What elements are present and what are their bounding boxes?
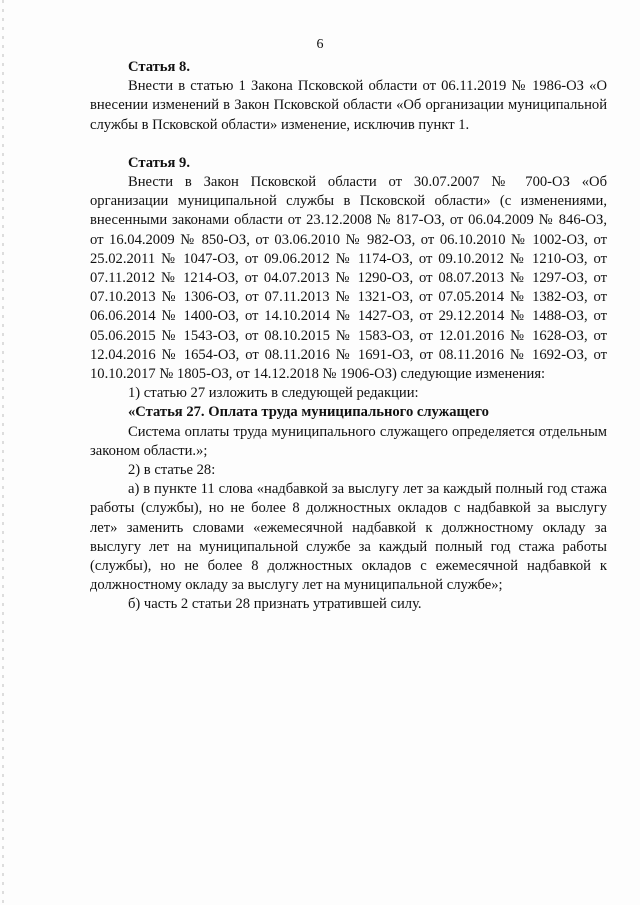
page-number: 6 [316,37,324,52]
spacer [90,135,607,154]
article-8-title: Статья 8. [128,59,190,75]
article-27-text: Система оплаты труда муниципального служащего определяется отдельным законом области.»; [90,423,607,459]
article-9-item-2b: б) часть 2 статьи 28 признать утратившей силу. [128,596,422,613]
article-9-item-2: 2) в статье 28: [128,462,216,479]
article-9-item-2a: а) в пункте 11 слова «надбавкой за выслугу лет за каждый полный год стажа работы (службы), но не более 8 должностных окладов с надбавкой за выслугу лет» заменить словами «ежемесячной надбавкой к должностному окладу за выслугу лет на муниципальной службе за каждый полный год стажа работы (службы), но не более 8 должностных окладов с ежемесячной надбавкой к должностному окладу за выслугу лет на муниципальной службе»; [90,481,607,594]
article-9-item-1: 1) статью 27 изложить в следующей редакции: [128,385,419,402]
article-8-text: Внести в статью 1 Закона Псковской области от 06.11.2019 № 1986-ОЗ «О внесении изменений в Закон Псковской области «Об организации муниципальной службы в Псковской области» изменение, исключив пункт 1. [90,78,607,133]
article-9-intro: Внести в Закон Псковской области от 30.07.2007 № 700-ОЗ «Об организации муниципальной службы в Псковской области» (с изменениями, внесенными законами области от 23.12.2008 № 817-ОЗ, от 06.04.2009 № 846-ОЗ, от 16.04.2009 № 850-ОЗ, от 03.06.2010 № 982-ОЗ, от 06.10.2010 № 1002-ОЗ, от 25.02.2011 № 1047-ОЗ, от 09.06.2012 № 1174-ОЗ, от 09.10.2012 № 1210-ОЗ, от 07.11.2012 № 1214-ОЗ, от 04.07.2013 № 1290-ОЗ, от 08.07.2013 № 1297-ОЗ, от 07.10.2013 № 1306-ОЗ, от 07.11.2013 № 1321-ОЗ, от 07.05.2014 № 1382-ОЗ, от 06.06.2014 № 1400-ОЗ, от 14.10.2014 № 1427-ОЗ, от 29.12.2014 № 1488-ОЗ, от 05.06.2015 № 1543-ОЗ, от 08.10.2015 № 1583-ОЗ, от 12.01.2016 № 1628-ОЗ, от 12.04.2016 № 1654-ОЗ, от 08.11.2016 № 1691-ОЗ, от 08.11.2016 № 1692-ОЗ, от 10.10.2017 № 1805-ОЗ, от 14.12.2018 № 1906-ОЗ) следующие изменения: [90,174,607,383]
document-body [90,58,607,615]
article-27-title: «Статья 27. Оплата труда муниципального служащего [128,404,489,421]
article-9-title: Статья 9. [128,154,190,171]
scan-edge [2,0,4,905]
